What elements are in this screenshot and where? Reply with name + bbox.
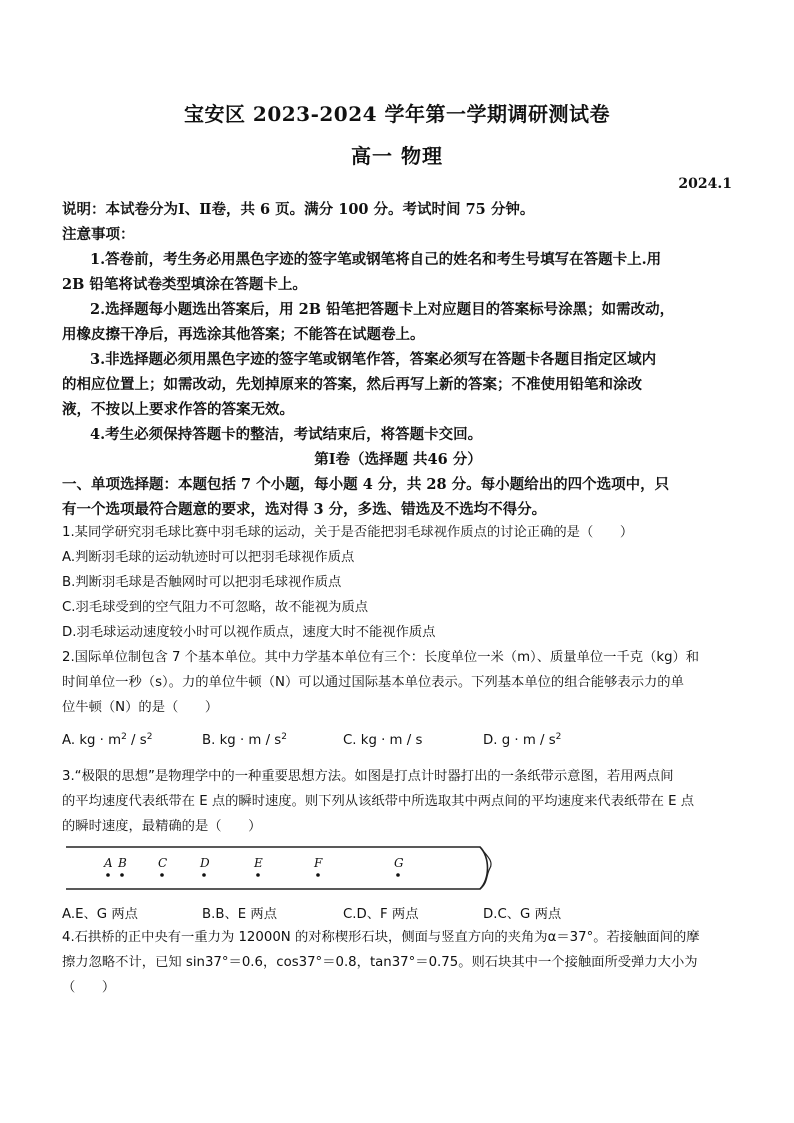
tape-dot-a <box>106 873 110 877</box>
question-4-line-1: 4.石拱桥的正中央有一重力为 12000N 的对称楔形石块，侧面与竖直方向的夹角为α＝37°。若接触面间的摩 <box>62 930 700 945</box>
tape-torn-edge <box>480 847 491 889</box>
question-1-option-b: B.判断羽毛球是否触网时可以把羽毛球视作质点 <box>62 575 342 590</box>
question-3-option-d: D.C、G 两点 <box>483 907 562 922</box>
question-3-line-2: 的平均速度代表纸带在 E 点的瞬时速度。则下列从该纸带中所选取其中两点间的平均速度来代表纸带在 E 点 <box>62 794 695 809</box>
instruction-3-line-2: 的相应位置上；如需改动，先划掉原来的答案，然后再写上新的答案；不准使用铅笔和涂改 <box>62 376 642 393</box>
question-4-line-3: （ ） <box>62 980 116 995</box>
paper-tape-diagram <box>66 845 496 891</box>
tape-dot-f <box>316 873 320 877</box>
question-1-stem: 1.某同学研究羽毛球比赛中羽毛球的运动，关于是否能把羽毛球视作质点的讨论正确的是（ ） <box>62 525 634 540</box>
exam-title: 宝安区 2023-2024 学年第一学期调研测试卷 <box>183 102 611 126</box>
instructions-block <box>62 197 734 522</box>
tape-label-b: B <box>118 856 127 870</box>
question-2-option-a: A. kg · $m^2 / s^2$ <box>62 732 153 748</box>
question-4-line-2: 擦力忽略不计，已知 sin37°＝0.6，cos37°＝0.8，tan37°＝0.75。则石块其中一个接触面所受弹力大小为 <box>62 955 698 970</box>
tape-label-a: A <box>104 856 113 870</box>
section-1-title: 第Ⅰ卷（选择题 共46 分） <box>314 451 482 468</box>
instructions-heading: 注意事项： <box>62 226 135 243</box>
question-2-line-3: 位牛顿（N）的是（ ） <box>62 700 219 715</box>
question-1 <box>62 520 734 645</box>
tape-outline <box>66 847 488 889</box>
question-3-line-3: 的瞬时速度，最精确的是（ ） <box>62 819 262 834</box>
question-1-option-a: A.判断羽毛球的运动轨迹时可以把羽毛球视作质点 <box>62 550 355 565</box>
tape-label-f: F <box>314 856 323 870</box>
question-1-option-d: D.羽毛球运动速度较小时可以视作质点，速度大时不能视作质点 <box>62 625 436 640</box>
exam-date: 2024.1 <box>678 176 732 192</box>
question-3-option-a: A.E、G 两点 <box>62 907 138 922</box>
question-3 <box>62 764 734 839</box>
question-2-line-2: 时间单位一秒（s）。力的单位牛顿（N）可以通过国际基本单位表示。下列基本单位的组合能够表示力的单 <box>62 675 684 690</box>
tape-label-c: C <box>158 856 168 870</box>
tape-dot-e <box>256 873 260 877</box>
instructions-intro: 说明：本试卷分为Ⅰ、Ⅱ卷，共 6 页。满分 100 分。考试时间 75 分钟。 <box>62 201 535 218</box>
instruction-1-line-2: 2B 铅笔将试卷类型填涂在答题卡上。 <box>62 276 307 293</box>
question-2-option-b: B. kg · m / $s^2$ <box>202 732 287 748</box>
instruction-4: 4.考生必须保持答题卡的整洁，考试结束后，将答题卡交回。 <box>90 426 483 443</box>
section-1-desc-line-2: 有一个选项最符合题意的要求，选对得 3 分，多选、错选及不选均不得分。 <box>62 501 547 518</box>
question-4 <box>62 925 734 1000</box>
exam-subject: 高一 物理 <box>351 144 443 168</box>
question-3-option-c: C.D、F 两点 <box>343 907 419 922</box>
tape-label-g: G <box>394 856 404 870</box>
question-2 <box>62 645 734 720</box>
question-3-line-1: 3.“极限的思想”是物理学中的一种重要思想方法。如图是打点计时器打出的一条纸带示意图，若用两点间 <box>62 769 674 784</box>
tape-label-d: D <box>200 856 210 870</box>
instruction-2-line-2: 用橡皮擦干净后，再选涂其他答案；不能答在试题卷上。 <box>62 326 425 343</box>
question-1-option-c: C.羽毛球受到的空气阻力不可忽略，故不能视为质点 <box>62 600 369 615</box>
tape-dot-b <box>120 873 124 877</box>
question-3-option-b: B.B、E 两点 <box>202 907 277 922</box>
section-1-desc-line-1: 一、单项选择题：本题包括 7 个小题，每小题 4 分，共 28 分。每小题给出的四个选项中，只 <box>62 476 670 493</box>
question-2-line-1: 2.国际单位制包含 7 个基本单位。其中力学基本单位有三个：长度单位一米（m）、质量单位一千克（kg）和 <box>62 650 700 665</box>
instruction-3-line-1: 3.非选择题必须用黑色字迹的签字笔或钢笔作答，答案必须写在答题卡各题目指定区域内 <box>90 351 657 368</box>
tape-label-e: E <box>254 856 263 870</box>
instruction-1-line-1: 1.答卷前，考生务必用黑色字迹的签字笔或钢笔将自己的姓名和考生号填写在答题卡上.用 <box>90 251 662 268</box>
tape-dot-c <box>160 873 164 877</box>
tape-dot-d <box>202 873 206 877</box>
instruction-2-line-1: 2.选择题每小题选出答案后，用 2B 铅笔把答题卡上对应题目的答案标号涂黑；如需改动， <box>90 301 675 318</box>
tape-dot-g <box>396 873 400 877</box>
question-2-option-c: C. kg · m / s <box>343 733 423 748</box>
instruction-3-line-3: 液，不按以上要求作答的答案无效。 <box>62 401 294 418</box>
question-2-option-d: D. $g \cdot m / s^2$ <box>483 732 562 748</box>
